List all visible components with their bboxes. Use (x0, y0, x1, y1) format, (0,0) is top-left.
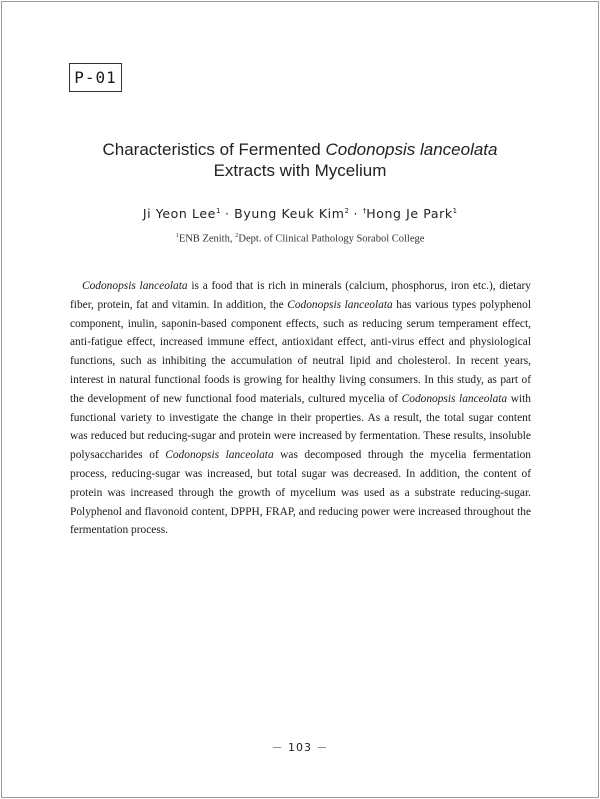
author-separator: · (220, 206, 235, 221)
title-line1-species: Codonopsis lanceolata (325, 140, 498, 159)
species-name: Codonopsis lanceolata (287, 298, 393, 311)
author-separator: · (348, 206, 363, 221)
affiliations: $^1$ENB Zenith, $^2$Dept. of Clinical Pathology Sorabol College (175, 232, 425, 245)
abstract-text: has various types polyphenol component, inulin, saponin-based component effects, such as reducing serum temperament effect, anti-fatigue effect, increased immune effect, antioxidant effect, anti-virus effect and physiological functions, such as inhibiting the accumulation of neutral lipid and cholesterol. In recent years, interest in natural functional foods is growing for healthy living consumers. In this study, as part of the development of new functional food materials, cultured mycelia of (70, 298, 531, 405)
page-number: － 103 － (271, 741, 329, 754)
author-2: Byung Keuk Kim$^2$ (234, 206, 349, 221)
poster-code-badge: P-01 (69, 63, 122, 92)
abstract-body (70, 277, 531, 540)
title-line1-prefix: Characteristics of Fermented (102, 140, 326, 159)
paper-title (60, 139, 540, 181)
affiliation-1: ENB Zenith, (178, 233, 236, 245)
abstract-text: with functional variety to investigate the change in their properties. As a result, the total sugar content was reduced but reducing-sugar and protein were increased by fermentation. These results, insoluble polysaccharides of (70, 392, 531, 462)
author-list (60, 206, 540, 221)
author-1: Ji Yeon Lee$^1$ (142, 206, 221, 221)
title-line2: Extracts with Mycelium (213, 161, 387, 180)
abstract-text: is a food that is rich in minerals (calcium, phosphorus, iron etc.), dietary fiber, protein, fat and vitamin. In addition, the (70, 280, 531, 311)
affiliation-2: Dept. of Clinical Pathology Sorabol College (238, 233, 425, 245)
species-name: Codonopsis lanceolata (401, 392, 508, 405)
corresponding-mark: † (362, 206, 367, 215)
species-name: Codonopsis lanceolata (82, 280, 188, 292)
abstract-text: was decomposed through the mycelia fermentation process, reducing-sugar was increased, but total sugar was decreased. In addition, the content of protein was increased through the growth of mycelium was used as a substrate reducing-sugar. Polyphenol and flavonoid content, DPPH, FRAP, and reducing power were increased throughout the fermentation process. (70, 449, 531, 537)
author-3: †Hong Je Park$^1$ (362, 206, 458, 221)
species-name: Codonopsis lanceolata (165, 449, 274, 462)
